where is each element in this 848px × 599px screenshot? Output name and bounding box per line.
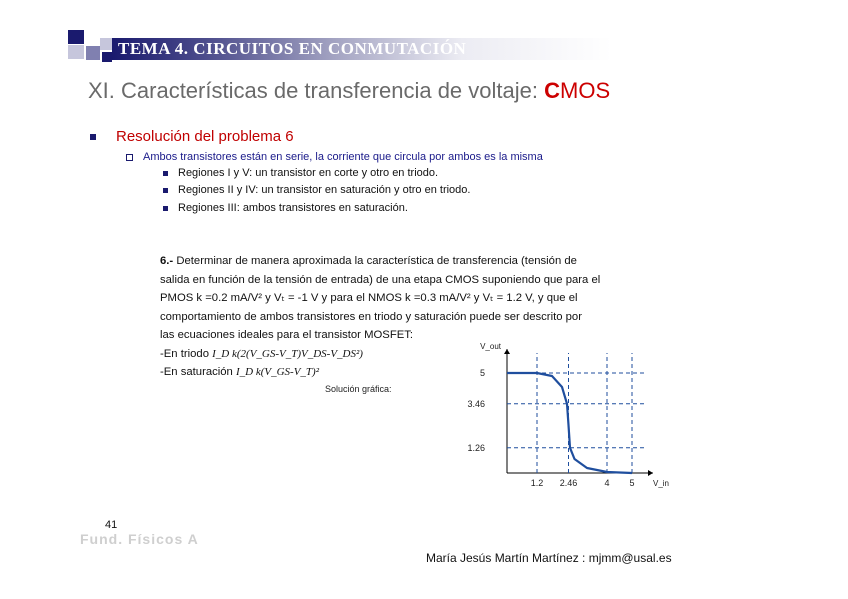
bullet-level3-text: Regiones I y V: un transistor en corte y otro en triodo. (178, 167, 439, 179)
triodo-equation: I_D k(2(V_GS-V_T)V_DS-V_DS²) (212, 347, 363, 360)
problem-line-3: PMOS k =0.2 mA/V² y Vₜ = -1 V y para el NMOS k =0.3 mA/V² y Vₜ = 1.2 V, y que el (160, 292, 578, 304)
x-axis-label: V_in (652, 479, 670, 488)
x-axis-arrow (648, 470, 653, 476)
square-bullet-icon (163, 206, 168, 211)
x-tick-label: 2.46 (559, 478, 578, 488)
header-square-5 (102, 52, 112, 62)
bullet-level1 (90, 128, 294, 145)
problem-line-1-text: Determinar de manera aproximada la característica de transferencia (tensión de (173, 255, 577, 267)
bullet-level2-text: Ambos transistores están en serie, la corriente que circula por ambos es la misma (143, 151, 543, 163)
square-bullet-icon (163, 188, 168, 193)
bullet-level3-text: Regiones II y IV: un transistor en saturación y otro en triodo. (178, 184, 471, 196)
title-rest: MOS (560, 78, 611, 103)
header-square-1 (68, 30, 84, 44)
bullet-level2 (126, 151, 543, 163)
header-square-3 (86, 46, 100, 60)
x-tick-label: 1.2 (530, 478, 544, 488)
header-square-4 (100, 38, 112, 50)
saturation-label: -En saturación (160, 366, 236, 378)
x-tick-label: 4 (604, 478, 610, 488)
y-tick-label: 1.26 (467, 442, 485, 453)
problem-number: 6.- (160, 255, 174, 267)
bullet-level1-text: Resolución del problema 6 (116, 128, 294, 145)
y-axis-arrow (504, 349, 510, 354)
hollow-square-bullet-icon (126, 154, 133, 161)
saturation-equation: I_D k(V_GS-V_T)² (235, 366, 320, 378)
solution-label: Solución gráfica: (325, 384, 392, 394)
square-bullet-icon (163, 171, 168, 176)
problem-line-1 (160, 252, 670, 271)
page-number: 41 (105, 519, 118, 531)
header-square-2 (68, 45, 84, 59)
bullet-level3-text: Regiones III: ambos transistores en saturación. (178, 202, 408, 214)
x-tick-label: 5 (629, 478, 635, 488)
page-title (88, 78, 610, 104)
bullet-level3-2 (163, 184, 470, 196)
bullet-level3-3 (163, 202, 408, 214)
problem-line-2: salida en función de la tensión de entrada) de una etapa CMOS suponiendo que para el (160, 273, 601, 286)
problem-line-5: las ecuaciones ideales para el transistor MOSFET: (160, 329, 414, 341)
problem-line-4: comportamiento de ambos transistores en triodo y saturación puede ser descrito por (160, 310, 582, 323)
square-bullet-icon (90, 134, 96, 140)
triodo-label: -En triodo (160, 347, 213, 360)
author-credit: María Jesús Martín Martínez : mjmm@usal.es (426, 551, 672, 565)
title-c: C (544, 78, 560, 103)
y-tick-label: 5 (479, 368, 485, 378)
transfer-characteristic-chart (455, 335, 670, 500)
bullet-level3-1 (163, 167, 438, 179)
transfer-curve (507, 373, 632, 473)
watermark: Fund. Físicos A (80, 531, 199, 547)
title-prefix: XI. Características de transferencia de voltaje: (88, 78, 545, 103)
y-axis-label: V_out (480, 342, 501, 351)
header-title: TEMA 4. CIRCUITOS EN CONMUTACIÓN (118, 39, 467, 58)
y-tick-label: 3.46 (467, 398, 485, 409)
